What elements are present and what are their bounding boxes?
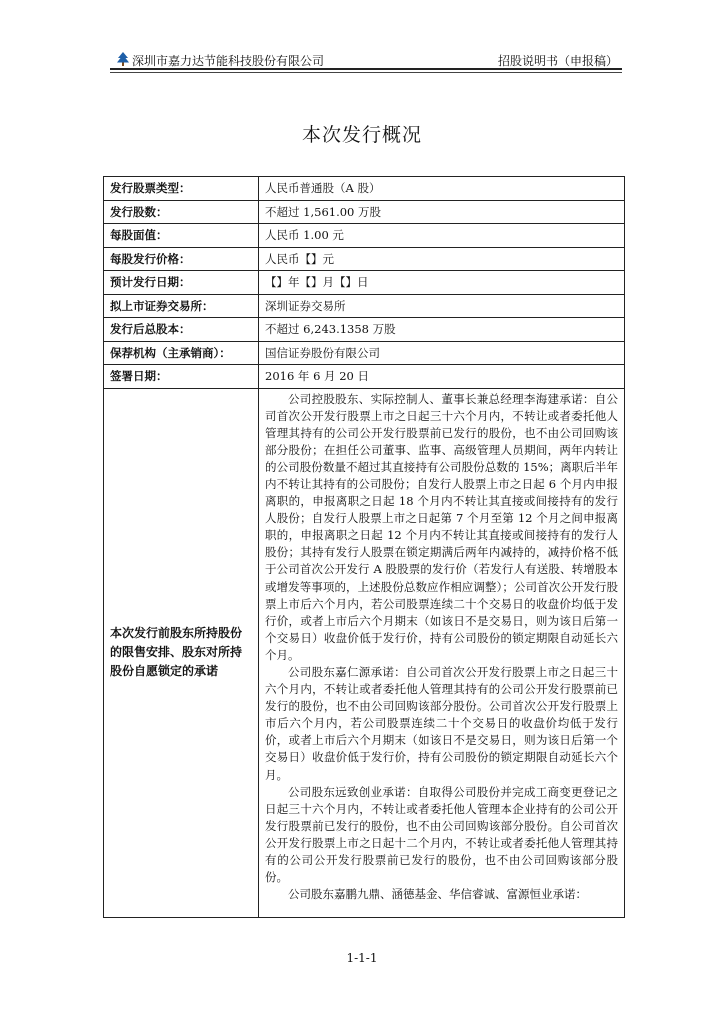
table-row xyxy=(104,247,625,271)
row-label-sponsor: 保荐机构（主承销商）： xyxy=(104,341,259,365)
table-row xyxy=(104,341,625,365)
row-label-issue-date: 预计发行日期： xyxy=(104,271,259,295)
page-number: 1-1-1 xyxy=(346,951,378,965)
row-label-share-type: 发行股票类型： xyxy=(104,177,259,201)
table-row xyxy=(104,271,625,295)
row-label-share-count: 发行股数： xyxy=(104,200,259,224)
lockup-paragraph-controller: 公司控股股东、实际控制人、董事长兼总经理李海建承诺：自公司首次公开发行股票上市之日起三十六个月内，不转让或者委托他人管理其持有的公司公开发行股票前已发行的股份，也不由公司回购该部分股份；在担任公司董事、监事、高级管理人员期间，两年内转让的公司股份数量不超过其直接持有公司股份总数的 15%；离职后半年内不转让其持有的公司股份；自发行人股票上市之日起 6 个月内申报离职的，申报离职之日起 18 个月内不转让其直接或间接持有的发行人股份；自发行人股票上市之日起第 7 个月至第 12 个月之间申报离职的，申报离职之日起 12 个月内不转让其直接或间接持有的发行人股份；其持有发行人股票在锁定期满后两年内减持的，减持价格不低于公司首次公开发行 A 股股票的发行价（若发行人有送股、转增股本或增发等事项的，上述股份总数应作相应调整）；公司首次公开发行股票上市后六个月内，若公司股票连续二十个交易日的收盘价均低于发行价，或者上市后六个月期末（如该日不是交易日，则为该日后第一个交易日）收盘价低于发行价，持有公司股份的锁定期限自动延长六个月。 xyxy=(265,391,618,662)
row-label-sign-date: 签署日期： xyxy=(104,365,259,389)
row-label-total-shares: 发行后总股本： xyxy=(104,318,259,342)
offering-overview-table xyxy=(103,176,625,918)
document-type: 招股说明书（申报稿） xyxy=(497,54,618,68)
lockup-paragraph-other-holders: 公司股东嘉鹏九鼎、涵德基金、华信睿诚、富源恒业承诺： xyxy=(288,887,587,902)
lockup-paragraph-yuanzhi: 公司股东远致创业承诺：自取得公司股份并完成工商变更登记之日起三十六个月内，不转让或者委托他人管理本企业持有的公司公开发行股票前已发行的股份，也不由公司回购该部分股份。自公司首次公开发行股票上市之日起十二个月内，不转让或者委托他人管理其持有的公司公开发行股票前已发行的股份，也不由公司回购该部分股份。 xyxy=(265,784,618,885)
table-row xyxy=(104,224,625,248)
row-value-lockup xyxy=(259,388,625,917)
table-row xyxy=(104,318,625,342)
company-name: 深圳市嘉力达节能科技股份有限公司 xyxy=(132,54,325,68)
row-value-par-value: 人民币 1.00 元 xyxy=(259,224,625,248)
row-value-exchange: 深圳证券交易所 xyxy=(259,294,625,318)
tree-logo-icon xyxy=(116,52,130,66)
header-rule xyxy=(110,68,622,70)
row-value-sponsor: 国信证券股份有限公司 xyxy=(259,341,625,365)
row-value-sign-date: 2016 年 6 月 20 日 xyxy=(259,365,625,389)
row-value-share-type: 人民币普通股（A 股） xyxy=(259,177,625,201)
table-row xyxy=(104,200,625,224)
row-label-issue-price: 每股发行价格： xyxy=(104,247,259,271)
table-row xyxy=(104,177,625,201)
row-value-total-shares: 不超过 6,243.1358 万股 xyxy=(259,318,625,342)
row-label-par-value: 每股面值： xyxy=(104,224,259,248)
table-row xyxy=(104,365,625,389)
row-value-issue-date: 【】年【】月【】日 xyxy=(259,271,625,295)
page-title: 本次发行概况 xyxy=(301,124,422,146)
table-row xyxy=(104,294,625,318)
table-row-lockup xyxy=(104,388,625,917)
row-value-issue-price: 人民币【】元 xyxy=(259,247,625,271)
row-value-share-count: 不超过 1,561.00 万股 xyxy=(259,200,625,224)
header-rule-thin xyxy=(110,72,622,73)
page-header xyxy=(110,50,620,70)
row-label-exchange: 拟上市证券交易所： xyxy=(104,294,259,318)
lockup-paragraph-jiarenyuan: 公司股东嘉仁源承诺：自公司首次公开发行股票上市之日起三十六个月内，不转让或者委托他人管理其持有的公司公开发行股票前已发行的股份，也不由公司回购该部分股份。公司首次公开发行股票上市后六个月内，若公司股票连续二十个交易日的收盘价均低于发行价，或者上市后六个月期末（如该日不是交易日，则为该日后第一个交易日）收盘价低于发行价，持有公司股份的锁定期限自动延长六个月。 xyxy=(265,665,618,782)
row-label-lockup: 本次发行前股东所持股份的限售安排、股东对所持股份自愿锁定的承诺 xyxy=(104,388,259,917)
